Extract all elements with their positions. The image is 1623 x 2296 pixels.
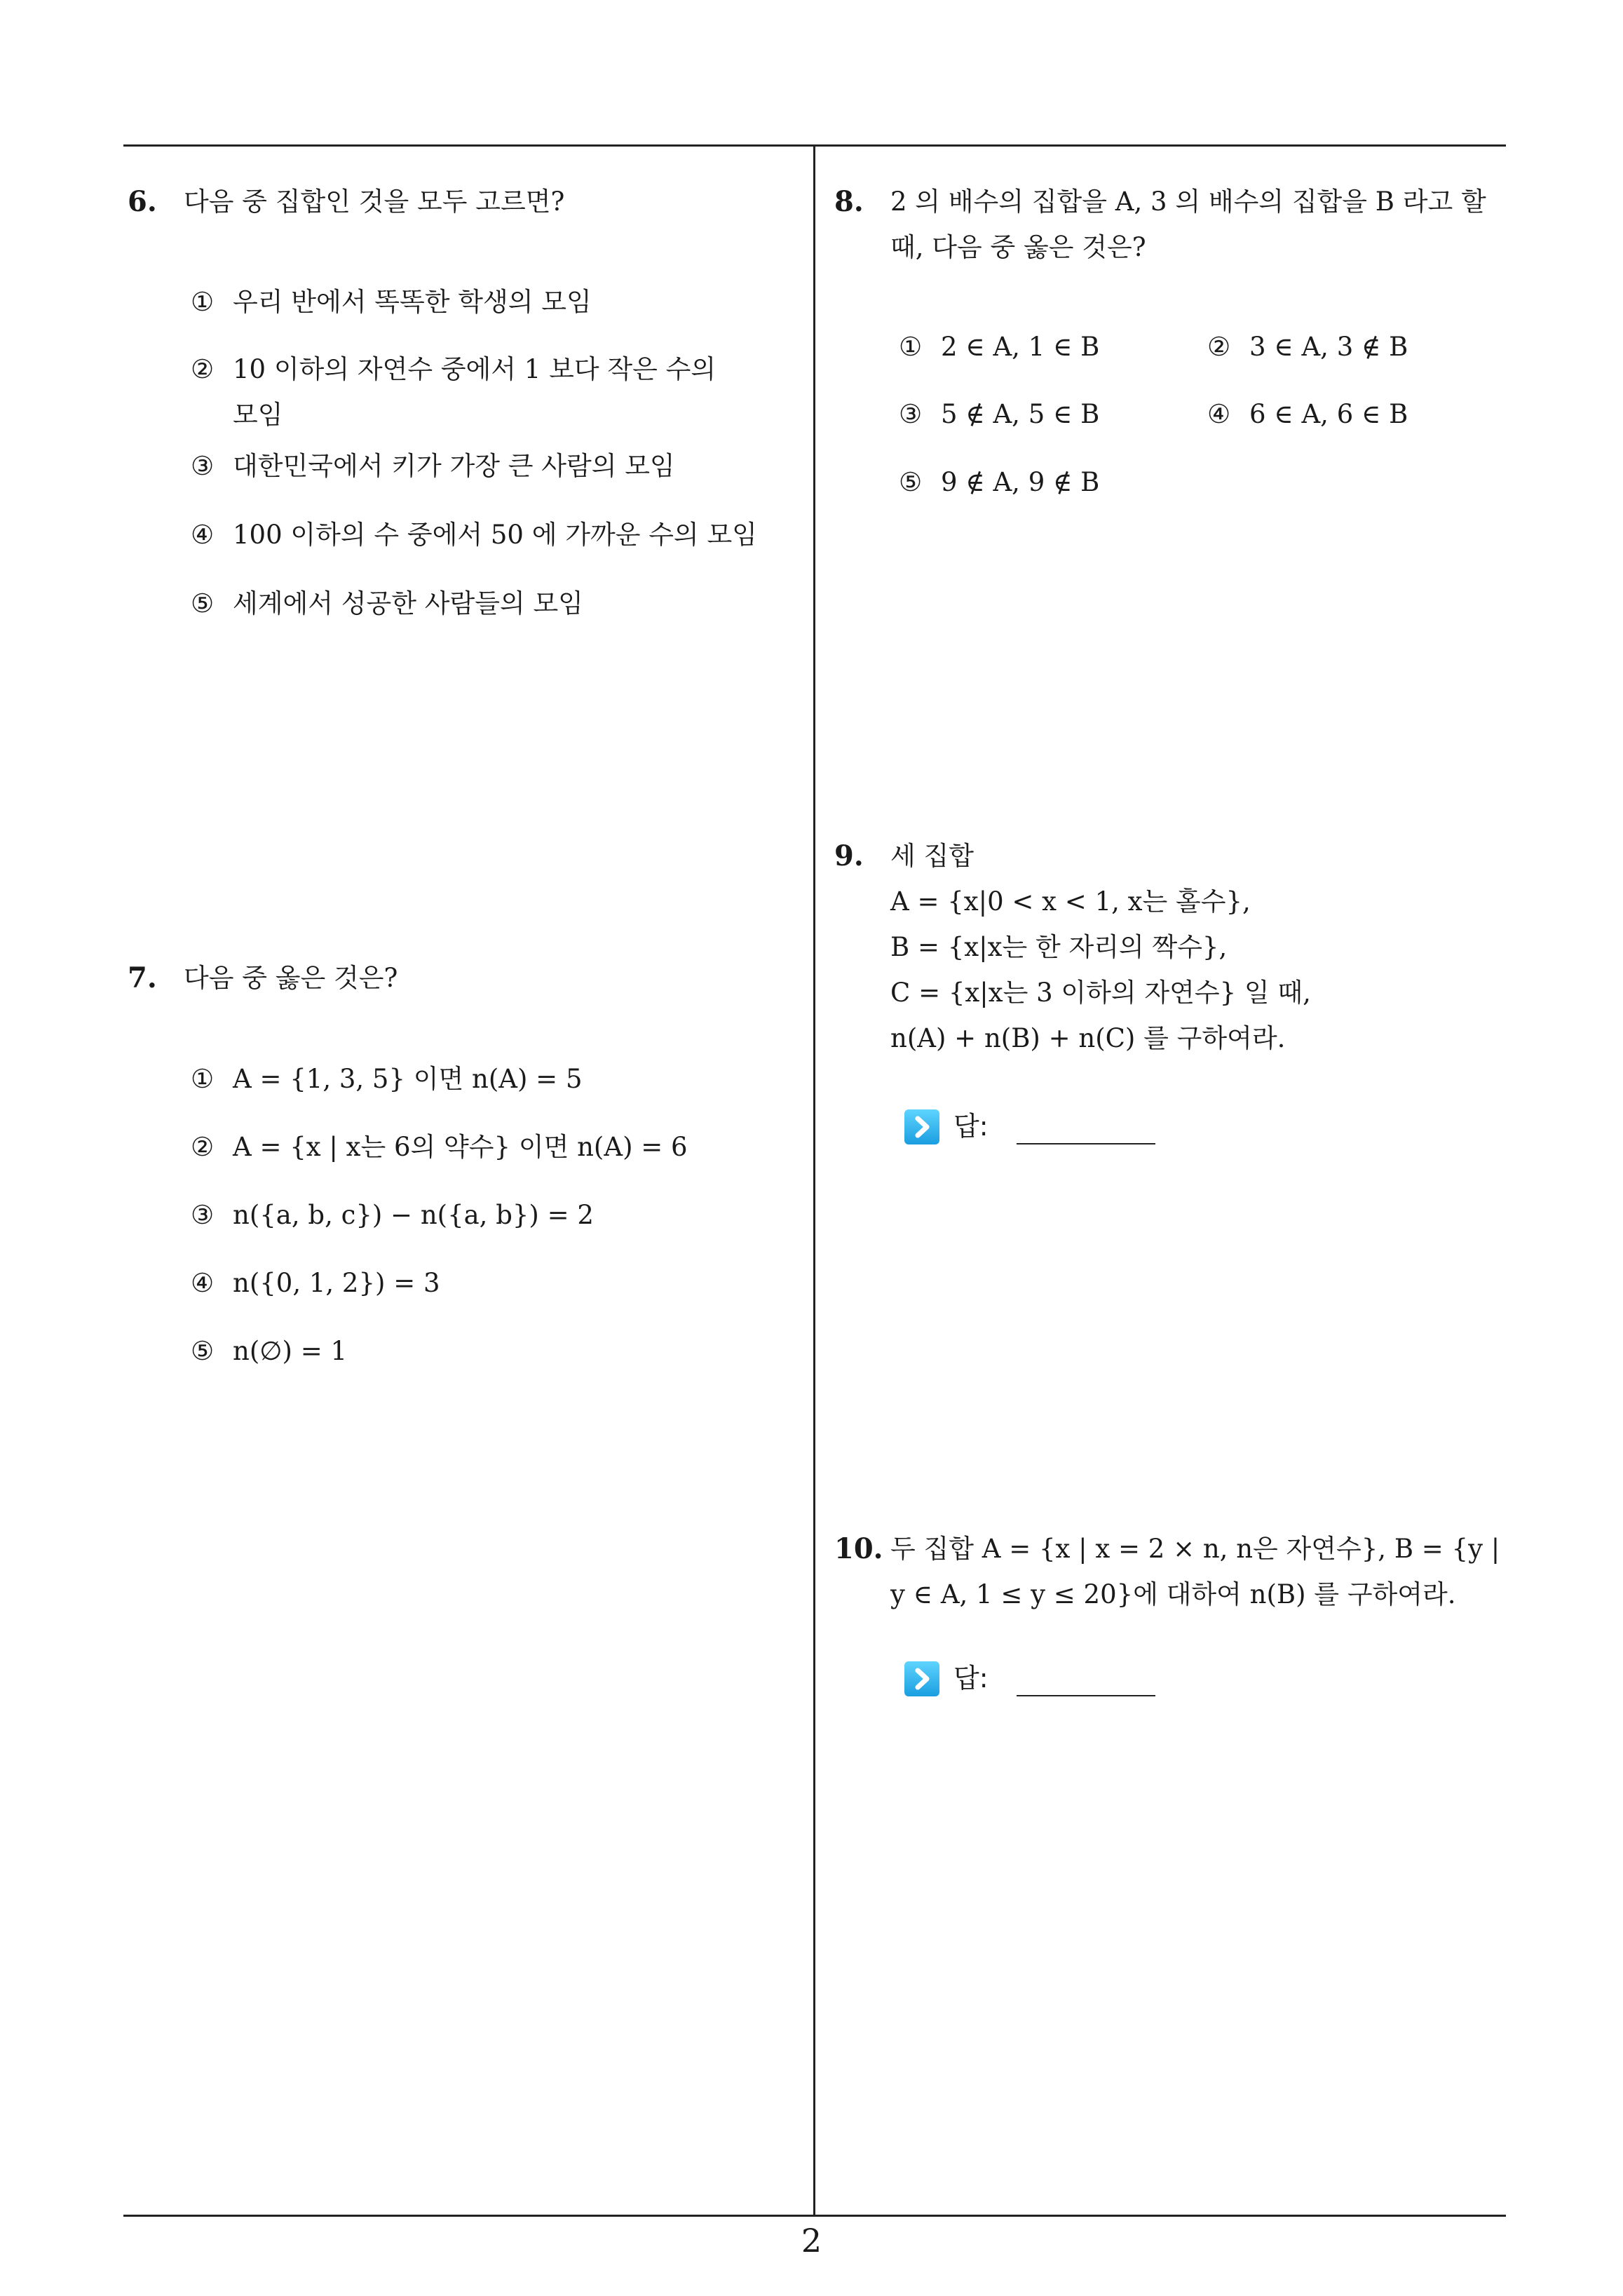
choice-mark: ② — [1207, 332, 1231, 362]
question-8 — [834, 179, 1605, 270]
question-prompt — [890, 1526, 1605, 1617]
choice-mark: ④ — [1207, 399, 1231, 429]
question-number: 6. — [128, 185, 157, 218]
choice-5[interactable] — [191, 581, 583, 626]
choice-mark: ① — [191, 1064, 215, 1094]
prompt-line: A = {x|0 < x < 1, x는 홀수}, — [890, 886, 1251, 917]
question-number: 8. — [834, 185, 864, 218]
choice-text: 9 ∉ A, 9 ∉ B — [941, 467, 1100, 497]
choice-5[interactable] — [899, 459, 1099, 505]
prompt-line: 2 의 배수의 집합을 A, 3 의 배수의 집합을 B 라고 할 — [890, 187, 1486, 217]
prompt-line: y ∈ A, 1 ≤ y ≤ 20}에 대하여 n(B) 를 구하여라. — [890, 1579, 1456, 1609]
answer-blank[interactable] — [1017, 1695, 1155, 1696]
choice-text: A = {1, 3, 5} 이면 n(A) = 5 — [233, 1064, 583, 1094]
answer-blank[interactable] — [1017, 1143, 1155, 1144]
question-number: 9. — [834, 839, 864, 872]
question-10 — [834, 1526, 1605, 1617]
prompt-line: 다음 중 옳은 것은? — [184, 963, 398, 993]
prompt-line: n(A) + n(B) + n(C) 를 구하여라. — [890, 1023, 1286, 1053]
answer-label: 답: — [953, 1663, 989, 1694]
prompt-line: C = {x|x는 3 이하의 자연수} 일 때, — [890, 978, 1311, 1008]
choice-text: n({a, b, c}) − n({a, b}) = 2 — [233, 1200, 594, 1230]
chevron-right-icon — [904, 1109, 939, 1144]
choice-text: n({0, 1, 2}) = 3 — [233, 1268, 440, 1298]
answer-label: 답: — [953, 1111, 989, 1142]
choice-mark: ⑤ — [191, 588, 215, 619]
choice-text-continued: 모임 — [233, 400, 283, 430]
choice-4[interactable] — [191, 1260, 440, 1306]
choice-mark: ③ — [191, 451, 215, 481]
column-divider — [813, 144, 815, 2217]
choice-2[interactable] — [191, 1124, 688, 1170]
choice-1[interactable] — [191, 279, 592, 325]
choice-4[interactable] — [191, 512, 757, 558]
choice-mark: ① — [191, 287, 215, 317]
choice-text: 10 이하의 자연수 중에서 1 보다 작은 수의 — [233, 354, 717, 384]
choice-mark: ⑤ — [899, 467, 923, 497]
choice-text: 3 ∈ A, 3 ∉ B — [1249, 332, 1408, 362]
choice-text: 5 ∉ A, 5 ∈ B — [941, 399, 1100, 429]
question-6 — [128, 179, 794, 224]
choice-mark: ④ — [191, 1268, 215, 1298]
choice-3[interactable] — [191, 443, 675, 489]
choice-1[interactable] — [191, 1056, 582, 1102]
answer-field[interactable] — [904, 1107, 1171, 1149]
choice-text: n(∅) = 1 — [233, 1336, 347, 1366]
choice-text: 우리 반에서 똑똑한 학생의 모임 — [233, 287, 592, 317]
prompt-line: 세 집합 — [890, 841, 974, 871]
question-7 — [128, 955, 794, 1001]
choice-text: 세계에서 성공한 사람들의 모임 — [233, 588, 583, 619]
choice-mark: ④ — [191, 520, 215, 550]
question-number: 7. — [128, 961, 157, 994]
choice-3[interactable] — [191, 1192, 594, 1238]
question-prompt — [890, 179, 1605, 270]
choice-5[interactable] — [191, 1328, 347, 1374]
choice-text: 100 이하의 수 중에서 50 에 가까운 수의 모임 — [233, 520, 757, 550]
choice-text: 6 ∈ A, 6 ∈ B — [1249, 399, 1408, 429]
question-prompt — [890, 833, 1605, 1061]
question-number: 10. — [834, 1532, 883, 1565]
chevron-right-icon — [904, 1661, 939, 1696]
answer-field[interactable] — [904, 1659, 1171, 1701]
choice-text: 2 ∈ A, 1 ∈ B — [941, 332, 1100, 362]
page-number: 2 — [801, 2222, 822, 2260]
bottom-rule — [123, 2215, 1506, 2217]
question-prompt — [184, 179, 794, 224]
prompt-line: 다음 중 집합인 것을 모두 고르면? — [184, 187, 565, 217]
choice-mark: ① — [899, 332, 923, 362]
choice-text: 대한민국에서 키가 가장 큰 사람의 모임 — [233, 451, 675, 481]
choice-2[interactable] — [191, 346, 716, 438]
choice-4[interactable] — [1207, 391, 1408, 437]
prompt-line: 두 집합 A = {x | x = 2 × n, n은 자연수}, B = {y | — [890, 1534, 1500, 1564]
choice-text: A = {x | x는 6의 약수} 이면 n(A) = 6 — [233, 1132, 688, 1162]
choice-1[interactable] — [899, 324, 1099, 370]
question-prompt — [184, 955, 794, 1001]
choice-3[interactable] — [899, 391, 1099, 437]
choice-2[interactable] — [1207, 324, 1408, 370]
prompt-line: 때, 다음 중 옳은 것은? — [890, 232, 1146, 262]
choice-mark: ② — [191, 1132, 215, 1162]
choice-mark: ⑤ — [191, 1336, 215, 1366]
question-9 — [834, 833, 1605, 1061]
choice-mark: ② — [191, 354, 215, 384]
choice-mark: ③ — [191, 1200, 215, 1230]
choice-mark: ③ — [899, 399, 923, 429]
prompt-line: B = {x|x는 한 자리의 짝수}, — [890, 932, 1228, 962]
